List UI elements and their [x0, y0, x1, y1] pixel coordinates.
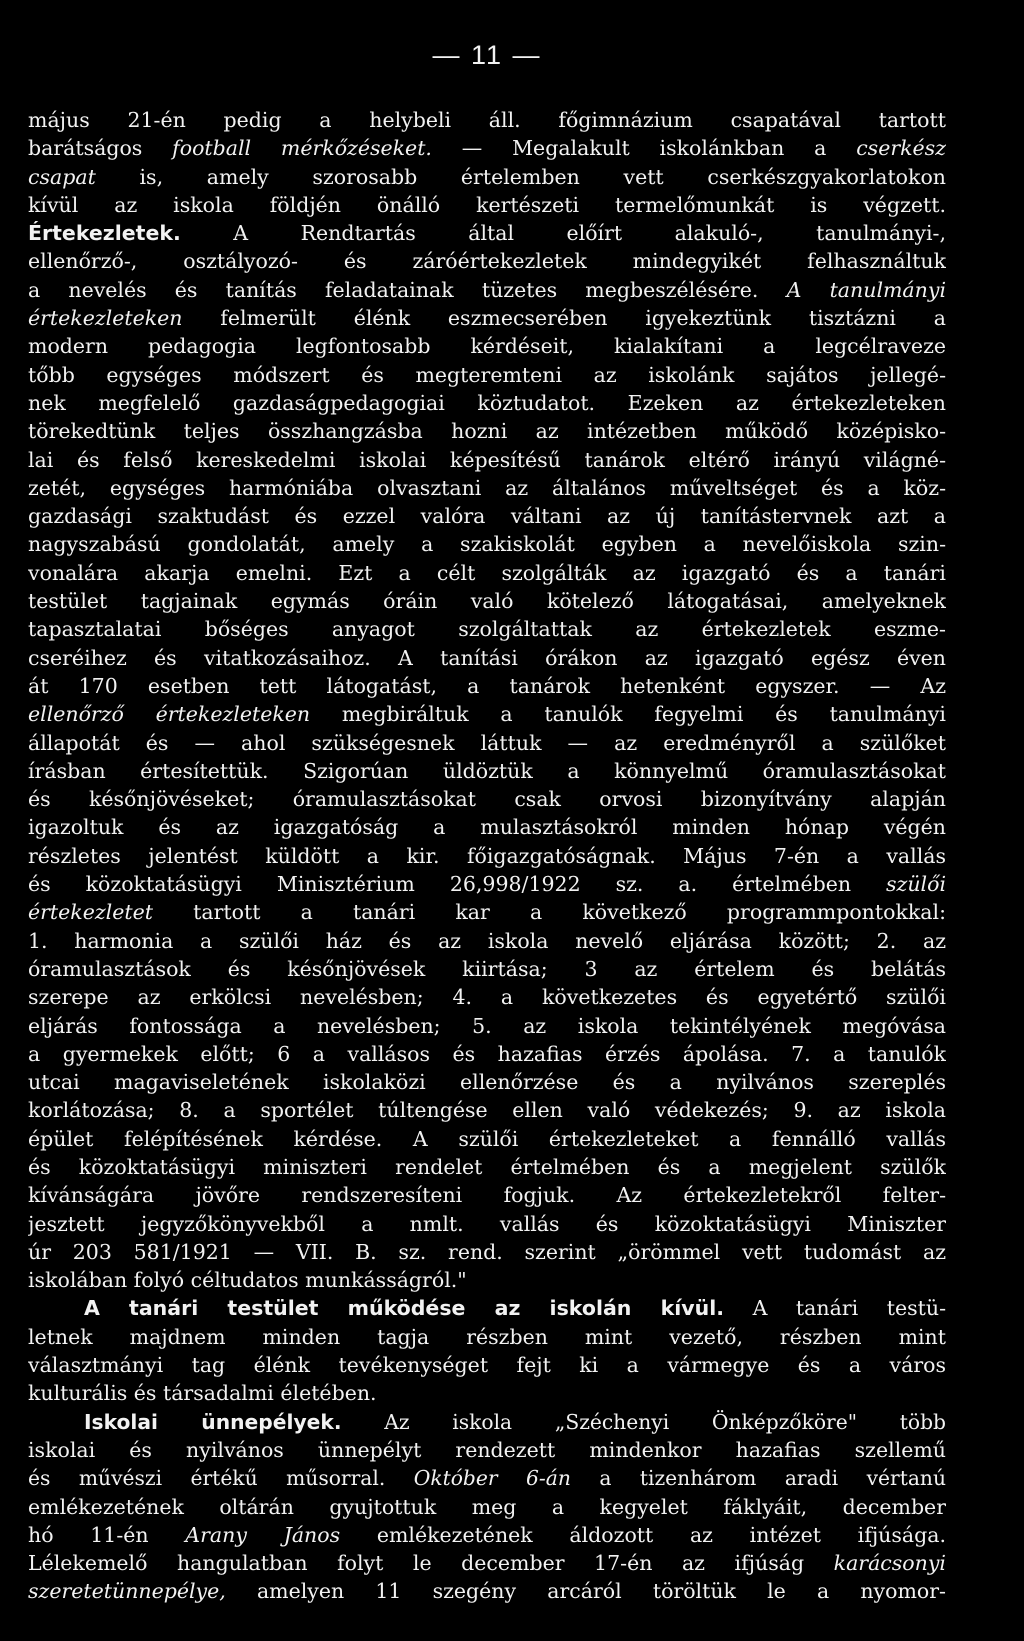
text-line [28, 1012, 946, 1040]
text-line [28, 1549, 946, 1577]
text-run: eljárás fontossága a nevelésben; 5. az iskola tekintélyének megóvása [28, 1013, 946, 1038]
text-line [28, 842, 946, 870]
text-line [28, 361, 946, 389]
emphasis-text: szülői [886, 872, 946, 897]
text-run: igazoltuk és az igazgatóság a mulasztásokról minden hónap végén [28, 815, 946, 840]
text-run: felmerült élénk eszmecserében igyekeztünk tisztázni a [182, 306, 946, 331]
text-line [28, 1210, 946, 1238]
text-run: iskolai és nyilvános ünnepélyt rendezett mindenkor hazafias szellemű [28, 1437, 946, 1462]
text-run: gazdasági szaktudást és ezzel valóra váltani az új tanítástervnek azt a [28, 504, 946, 529]
text-run: és közoktatásügyi miniszteri rendelet értelmében és a megjelent szülők [28, 1154, 946, 1179]
emphasis-text: értekezletet [28, 900, 153, 925]
text-run: emlékezetének oltárán gyujtottuk meg a kegyelet fáklyáit, december [28, 1494, 946, 1519]
text-run: A Rendtartás által előírt alakuló-, tanulmányi-, [180, 221, 946, 246]
text-run: is, amely szorosabb értelemben vett cserkészgyakorlatokon [95, 164, 946, 189]
text-run: szerepe az erkölcsi nevelésben; 4. a következetes és egyetértő szülői [28, 985, 946, 1010]
text-line [28, 1125, 946, 1153]
text-run: modern pedagogia legfontosabb kérdéseit, kialakítani a legcélraveze [28, 334, 946, 359]
emphasis-text: Október 6-án [413, 1466, 571, 1491]
text-run: át 170 esetben tett látogatást, a tanárok hetenként egyszer. — Az [28, 673, 946, 698]
text-run: nek megfelelő gazdaságpedagogiai köztudatot. Ezeken az értekezleteken [28, 390, 946, 415]
text-run: hó 11-én [28, 1522, 186, 1547]
text-line [28, 672, 946, 700]
text-run: kulturális és társadalmi életében. [28, 1381, 377, 1406]
text-line [28, 1153, 946, 1181]
text-line [28, 1323, 946, 1351]
emphasis-text: értekezleteken [28, 306, 183, 331]
text-run: a nevelés és tanítás feladatainak tüzetes megbeszélésére. [28, 277, 787, 302]
emphasis-text: Arany János [185, 1522, 341, 1547]
text-line [28, 163, 946, 191]
text-line [28, 1521, 946, 1549]
section-heading: Iskolai ünnepélyek. [84, 1409, 342, 1434]
text-line [28, 785, 946, 813]
text-run: törekedtünk teljes összhangzásba hozni az intézetben működő középisko- [28, 419, 946, 444]
text-line [28, 446, 946, 474]
text-line [28, 1068, 946, 1096]
text-line [28, 615, 946, 643]
text-line [28, 757, 946, 785]
text-line [28, 1181, 946, 1209]
text-run: a gyermekek előtt; 6 a vallásos és hazafias érzés ápolása. 7. a tanulók [28, 1041, 946, 1066]
section-heading: A tanári testület működése az iskolán kívül. [84, 1296, 725, 1321]
text-line [28, 1379, 946, 1407]
text-line [28, 332, 946, 360]
text-run: ellenőrző-, osztályozó- és záróértekezletek mindegyikét felhasználtuk [28, 249, 946, 274]
text-run: megbiráltuk a tanulók fegyelmi és tanulmányi [310, 702, 946, 727]
text-line [28, 389, 946, 417]
text-line [28, 1040, 946, 1068]
text-run: tőbb egységes módszert és megteremteni az iskolánk sajátos jellegé- [28, 362, 946, 387]
text-run: utcai magaviseletének iskolaközi ellenőrzése és a nyilvános szereplés [28, 1070, 946, 1095]
body-text [28, 106, 946, 1606]
text-run: választmányi tag élénk tevékenységet fejt ki a vármegye és a város [28, 1353, 946, 1378]
text-line [28, 1238, 946, 1266]
text-line [28, 870, 946, 898]
page-number: — 11 — [432, 40, 542, 70]
emphasis-text: ellenőrző értekezleteken [28, 702, 311, 727]
text-run: A tanári testü- [724, 1296, 946, 1321]
text-run: Az iskola „Széchenyi Önképzőköre" több [341, 1409, 946, 1434]
text-line [28, 474, 946, 502]
text-line [28, 134, 946, 162]
text-line [28, 106, 946, 134]
text-run: tapasztalatai bőséges anyagot szolgáltattak az értekezletek eszme- [28, 617, 946, 642]
text-line [28, 191, 946, 219]
text-line [28, 530, 946, 558]
text-line [28, 276, 946, 304]
text-run: zetét, egységes harmóniába olvasztani az általános műveltséget és a köz- [28, 475, 946, 500]
text-run: állapotát és — ahol szükségesnek láttuk — az eredményről a szülőket [28, 730, 946, 755]
text-run: május 21-én pedig a helybeli áll. főgimnázium csapatával tartott [28, 108, 946, 132]
emphasis-text: csapat [28, 164, 96, 189]
text-run: iskolában folyó céltudatos munkásságról." [28, 1268, 467, 1293]
text-run: épület felépítésének kérdése. A szülői értekezleteket a fennálló vallás [28, 1126, 946, 1151]
text-run: Lélekemelő hangulatban folyt le december 17-én az ifjúság [28, 1551, 834, 1576]
text-line [28, 1096, 946, 1124]
text-line [28, 304, 946, 332]
emphasis-text: szeretetünnepélye, [28, 1579, 226, 1604]
text-run: és későnjövéseket; óramulasztásokat csak orvosi bizonyítvány alapján [28, 787, 946, 812]
text-run: és művészi értékű műsorral. [28, 1466, 414, 1491]
text-run: barátságos [28, 136, 173, 161]
text-line [28, 1436, 946, 1464]
text-line [28, 1408, 946, 1436]
text-run: letnek majdnem minden tagja részben mint vezető, részben mint [28, 1324, 946, 1349]
text-line [28, 587, 946, 615]
text-line [28, 644, 946, 672]
text-line [28, 1266, 946, 1294]
text-run: úr 203 581/1921 — VII. B. sz. rend. szerint „örömmel vett tudomást az [28, 1239, 946, 1264]
text-line [28, 927, 946, 955]
section-heading: Értekezletek. [28, 221, 181, 246]
text-run: írásban értesítettük. Szigorúan üldöztük a könnyelmű óramulasztásokat [28, 758, 946, 783]
text-run: a tizenhárom aradi vértanú [570, 1466, 946, 1491]
text-run: és közoktatásügyi Minisztérium 26,998/1922 sz. a. értelmében [28, 872, 887, 897]
text-run: vonalára akarja emelni. Ezt a célt szolgálták az igazgató és a tanári [28, 560, 946, 585]
text-line [28, 1294, 946, 1322]
emphasis-text: football mérkőzéseket. [172, 136, 432, 161]
text-run: testület tagjainak egymás óráin való kötelező látogatásai, amelyeknek [28, 589, 946, 614]
text-run: részletes jelentést küldött a kir. főigazgatóságnak. Május 7-én a vallás [28, 843, 946, 868]
text-run: kívül az iskola földjén önálló kertészeti termelőmunkát is végzett. [28, 192, 946, 217]
text-run: nagyszabású gondolatát, amely a szakiskolát egyben a nevelőiskola szin- [28, 532, 946, 557]
text-line [28, 898, 946, 926]
text-line [28, 1577, 946, 1605]
emphasis-text: A tanulmányi [786, 277, 946, 302]
text-run: — Megalakult iskolánkban a [431, 136, 857, 161]
text-line [28, 219, 946, 247]
text-run: lai és felső kereskedelmi iskolai képesítésű tanárok eltérő irányú világné- [28, 447, 946, 472]
text-line [28, 729, 946, 757]
document-page [28, 0, 946, 1641]
text-line [28, 1464, 946, 1492]
text-run: tartott a tanári kar a következő programmpontokkal: [152, 900, 946, 925]
text-line [28, 502, 946, 530]
text-run: korlátozása; 8. a sportélet túltengése ellen való védekezés; 9. az iskola [28, 1098, 946, 1123]
text-line [28, 247, 946, 275]
text-line [28, 417, 946, 445]
text-line [28, 1351, 946, 1379]
text-run: cseréihez és vitatkozásaihoz. A tanítási órákon az igazgató egész éven [28, 645, 946, 670]
emphasis-text: karácsonyi [833, 1551, 946, 1576]
text-run: 1. harmonia a szülői ház és az iskola nevelő eljárása között; 2. az [28, 928, 946, 953]
text-line [28, 559, 946, 587]
text-line [28, 955, 946, 983]
text-run: emlékezetének áldozott az intézet ifjúsága. [340, 1522, 946, 1547]
text-line [28, 813, 946, 841]
emphasis-text: cserkész [856, 136, 946, 161]
text-run: amelyen 11 szegény arcáról töröltük le a nyomor- [225, 1579, 946, 1604]
text-run: jesztett jegyzőkönyvekből a nmlt. vallás és közoktatásügyi Miniszter [28, 1211, 946, 1236]
text-line [28, 1493, 946, 1521]
text-line [28, 700, 946, 728]
text-line [28, 983, 946, 1011]
text-run: óramulasztások és későnjövések kiirtása; 3 az értelem és belátás [28, 956, 946, 981]
text-run: kívánságára jövőre rendszeresíteni fogjuk. Az értekezletekről felter- [28, 1183, 946, 1208]
